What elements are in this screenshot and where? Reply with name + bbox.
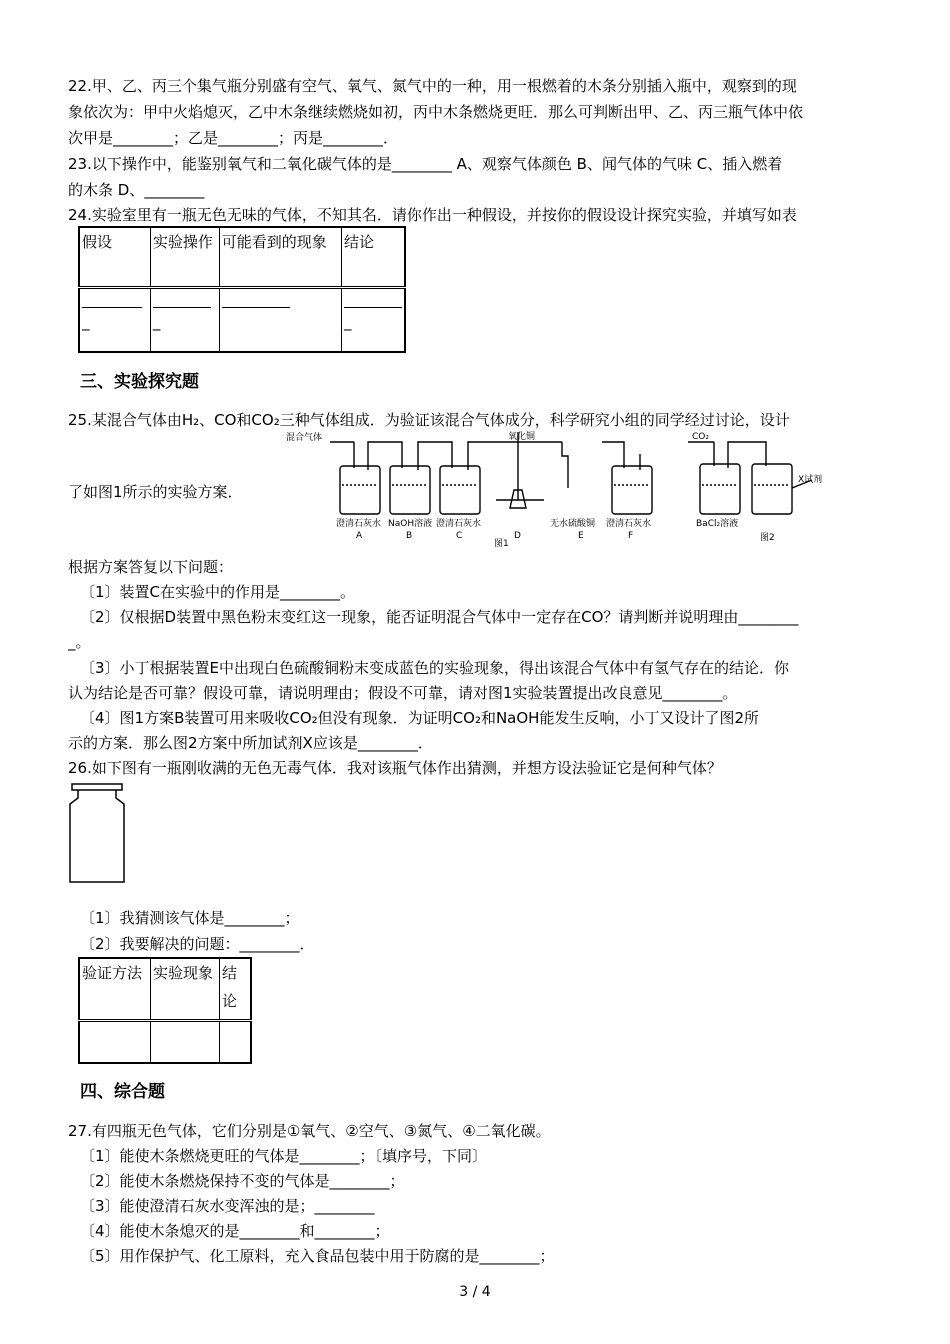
- q25-part3b: 认为结论是否可靠？假设可靠，请说明理由；假设不可靠，请对图1实验装置提出改良意见________。: [68, 684, 738, 702]
- q26-part1: 〔1〕我猜测该气体是________；: [80, 909, 300, 927]
- figure-label-mixed-gas: 混合气体: [286, 433, 323, 443]
- q26-answer-cell[interactable]: [220, 1021, 252, 1064]
- figure-letter-d: D: [514, 531, 521, 541]
- q26-answer-cell[interactable]: [79, 1021, 151, 1064]
- q24-header-hypothesis: 假设: [79, 227, 150, 288]
- section4-title: 四、综合题: [80, 1082, 165, 1102]
- q22-line2: 象依次为：甲中火焰熄灭，乙中木条继续燃烧如初，丙中木条燃烧更旺．那么可判断出甲、乙、丙三瓶气体中依: [68, 103, 804, 121]
- q25-part4a: 〔4〕图1方案B装置可用来吸收CO₂但没有现象．为证明CO₂和NaOH能发生反响，小丁又设计了图2所: [80, 709, 760, 727]
- q24-answer-cell[interactable]: [219, 288, 341, 353]
- q27-part5: 〔5〕用作保护气、化工原料，充入食品包装中用于防腐的是________；: [80, 1247, 555, 1265]
- figure-label-b: NaOH溶液: [388, 519, 433, 529]
- q24-answer-cell[interactable]: _: [79, 288, 150, 353]
- q24-header-operation: 实验操作: [150, 227, 219, 288]
- q24-answer-cell[interactable]: _: [342, 288, 406, 353]
- q22-line3: 次甲是________；乙是________；丙是________．: [68, 129, 399, 147]
- q27-part2: 〔2〕能使木条燃烧保持不变的气体是________；: [80, 1172, 405, 1190]
- q27-part4: 〔4〕能使木条熄灭的是________和________；: [80, 1222, 390, 1240]
- q25-part3a: 〔3〕小丁根据装置E中出现白色硫酸铜粉末变成蓝色的实验现象，得出该混合气体中有氢气存在的结论．你: [80, 659, 790, 677]
- q22-line1: 22.甲、乙、丙三个集气瓶分别盛有空气、氧气、氮气中的一种，用一根燃着的木条分别插入瓶中，观察到的现: [68, 77, 797, 95]
- q24-table: [78, 226, 406, 353]
- figure-2-caption: 图2: [760, 533, 775, 543]
- figure-label-co2: CO₂: [692, 432, 709, 442]
- figure-label-e: 无水硫酸铜: [550, 519, 596, 529]
- figure-label-f: 澄清石灰水: [606, 519, 652, 529]
- figure-label-x-reagent: X试剂: [798, 475, 823, 485]
- q26-header-method: 验证方法: [79, 958, 151, 1021]
- q27-part3: 〔3〕能使澄清石灰水变浑浊的是；________: [80, 1197, 375, 1215]
- q26-header-phenomenon: 实验现象: [151, 958, 220, 1021]
- q25-line3: 根据方案答复以下问题：: [68, 558, 234, 576]
- q24-header-conclusion: 结论: [342, 227, 406, 288]
- apparatus-figure: [282, 430, 842, 548]
- figure-label-bacl2: BaCl₂溶液: [696, 519, 739, 529]
- q25-part1: 〔1〕装置C在实验中的作用是________。: [80, 583, 356, 601]
- q26-table: [78, 957, 252, 1064]
- q25-part2a: 〔2〕仅根据D装置中黑色粉末变红这一现象，能否证明混合气体中一定存在CO？请判断并说明理由________: [80, 608, 799, 626]
- q23-line1: 23.以下操作中，能鉴别氧气和二氧化碳气体的是________ A、观察气体颜色 B、闻气体的气味 C、插入燃着: [68, 155, 783, 173]
- q24-line1: 24.实验室里有一瓶无色无味的气体，不知其名．请你作出一种假设，并按你的假设设计探究实验，并填写如表: [68, 206, 797, 224]
- q27-line1: 27.有四瓶无色气体，它们分别是①氧气、②空气、③氮气、④二氧化碳。: [68, 1122, 551, 1140]
- q24-header-phenomenon: 可能看到的现象: [219, 227, 341, 288]
- figure-letter-a: A: [356, 531, 363, 541]
- figure-letter-e: E: [578, 531, 584, 541]
- figure-letter-b: B: [406, 531, 413, 541]
- q26-line1: 26.如下图有一瓶刚收满的无色无毒气体．我对该瓶气体作出猜测，并想方设法验证它是何种气体？: [68, 759, 722, 777]
- figure-label-c: 澄清石灰水: [436, 519, 482, 529]
- figure-label-a: 澄清石灰水: [336, 519, 382, 529]
- figure-letter-c: C: [456, 531, 463, 541]
- q27-part1: 〔1〕能使木条燃烧更旺的气体是________；〔填序号，下同〕: [80, 1147, 488, 1165]
- q26-answer-cell[interactable]: [151, 1021, 220, 1064]
- figure-1-caption: 图1: [494, 539, 509, 548]
- q26-header-conclusion: 结论: [220, 958, 252, 1021]
- figure-letter-f: F: [628, 531, 634, 541]
- gas-bottle-icon: [68, 782, 128, 886]
- q23-line2: 的木条 D、________: [68, 181, 205, 199]
- q25-part4b: 示的方案．那么图2方案中所加试剂X应该是________．: [68, 734, 433, 752]
- q26-part2: 〔2〕我要解决的问题：________．: [80, 935, 315, 953]
- section3-title: 三、实验探究题: [80, 372, 199, 392]
- figure-label-copper-oxide: 氧化铜: [508, 432, 536, 442]
- q25-part2b: _。: [68, 633, 91, 651]
- q25-line1: 25.某混合气体由H₂、CO和CO₂三种气体组成．为验证该混合气体成分，科学研究小组的同学经过讨论，设计: [68, 411, 790, 429]
- q25-line2: 了如图1所示的实验方案．: [68, 483, 243, 501]
- q24-answer-cell[interactable]: _: [150, 288, 219, 353]
- page-number: 3 / 4: [459, 1284, 491, 1300]
